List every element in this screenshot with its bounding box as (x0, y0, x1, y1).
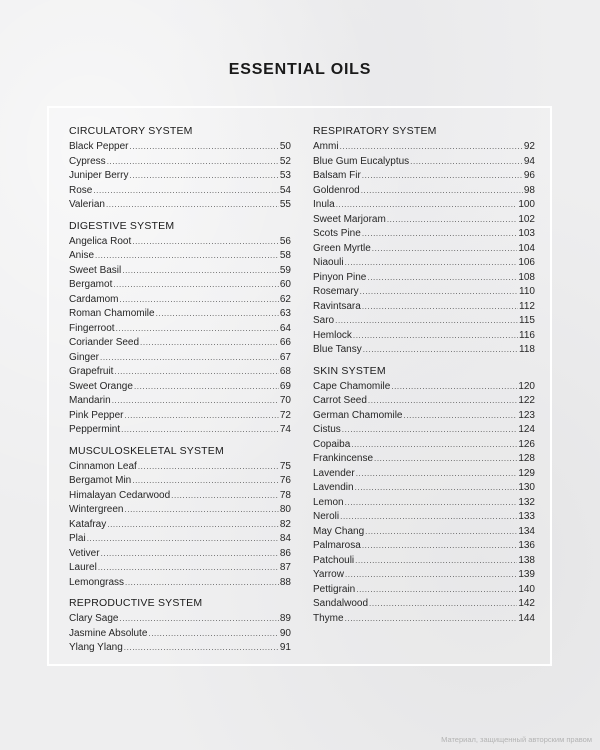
page-number: 124 (518, 424, 535, 435)
dot-leader (362, 169, 523, 184)
dot-leader (355, 554, 517, 569)
toc-entry (313, 314, 535, 329)
page-number: 50 (279, 141, 291, 152)
dot-leader (356, 583, 517, 598)
dot-leader (361, 184, 523, 199)
dot-leader (351, 438, 517, 453)
dot-leader (362, 227, 518, 242)
toc-entry (69, 532, 291, 547)
dot-leader (122, 264, 279, 279)
page-number: 68 (279, 366, 291, 377)
section-heading: CIRCULATORY SYSTEM (69, 125, 193, 137)
section-heading: REPRODUCTIVE SYSTEM (69, 597, 203, 609)
page-number: 102 (518, 213, 535, 225)
page-number: 78 (279, 489, 291, 501)
right-column (313, 124, 535, 632)
toc-entry (69, 503, 291, 518)
page-number: 52 (279, 155, 291, 167)
page-number: 53 (279, 170, 291, 181)
oil-name: Copaiba (313, 438, 351, 450)
oil-name: Wintergreen (69, 504, 124, 515)
oil-name: Angelica Root (69, 235, 132, 247)
oil-name: Inula (313, 199, 335, 210)
oil-name: Saro (313, 315, 335, 326)
page-number: 132 (518, 496, 535, 508)
toc-entry (313, 409, 535, 424)
dot-leader (362, 300, 518, 315)
toc-entry (69, 235, 291, 250)
page-number: 133 (518, 511, 535, 522)
page-number: 74 (279, 424, 291, 435)
toc-entry (69, 307, 291, 322)
dot-leader (335, 314, 518, 329)
oil-name: Sweet Basil (69, 264, 122, 276)
dot-leader (403, 409, 517, 424)
oil-name: Fingerroot (69, 322, 115, 334)
toc-entry (313, 539, 535, 554)
toc-entry (69, 380, 291, 395)
dot-leader (391, 380, 517, 395)
page-number: 104 (518, 242, 535, 254)
dot-leader (93, 184, 279, 199)
toc-entry (313, 612, 535, 627)
dot-leader (410, 155, 523, 170)
oil-name: May Chang (313, 525, 365, 537)
oil-name: Jasmine Absolute (69, 627, 148, 639)
oil-name: Lavendin (313, 482, 354, 493)
oil-name: Roman Chamomile (69, 308, 155, 319)
page-number: 122 (518, 395, 535, 406)
page-number: 84 (279, 533, 291, 544)
dot-leader (340, 140, 523, 155)
oil-name: Sandalwood (313, 598, 369, 609)
oil-name: Blue Tansy (313, 344, 362, 355)
dot-leader (345, 612, 518, 627)
page-number: 66 (279, 337, 291, 348)
dot-leader (156, 307, 279, 322)
oil-name: German Chamomile (313, 409, 403, 421)
page-number: 80 (279, 504, 291, 515)
dot-leader (107, 518, 279, 533)
toc-entry (313, 285, 535, 300)
toc-entry (69, 460, 291, 475)
dot-leader (353, 329, 518, 344)
oil-name: Plai (69, 533, 86, 544)
oil-name: Pinyon Pine (313, 271, 367, 283)
page-number: 116 (519, 329, 535, 341)
toc-entry (313, 169, 535, 184)
toc-entry (69, 249, 291, 264)
page-number: 69 (279, 380, 291, 392)
toc-section (69, 444, 291, 591)
toc-entry (313, 438, 535, 453)
dot-leader (355, 481, 518, 496)
page-number: 108 (518, 271, 535, 283)
toc-entry (313, 525, 535, 540)
oil-name: Scots Pine (313, 228, 361, 239)
toc-section (313, 124, 535, 358)
dot-leader (95, 249, 279, 264)
oil-name: Bergamot (69, 279, 113, 290)
toc-entry (69, 293, 291, 308)
dot-leader (360, 285, 518, 300)
oil-name: Laurel (69, 562, 97, 573)
oil-name: Pink Pepper (69, 409, 124, 421)
dot-leader (107, 155, 279, 170)
dot-leader (134, 380, 279, 395)
toc-entry (313, 184, 535, 199)
oil-name: Blue Gum Eucalyptus (313, 155, 410, 167)
page-number: 60 (279, 279, 291, 290)
page-number: 89 (279, 613, 291, 624)
oil-name: Cypress (69, 155, 106, 167)
toc-section (69, 219, 291, 438)
page-number: 118 (519, 344, 535, 355)
oil-name: Vetiver (69, 547, 100, 559)
page-number: 142 (518, 598, 535, 609)
toc-entry (69, 641, 291, 656)
toc-entry (69, 423, 291, 438)
toc-entry (69, 140, 291, 155)
dot-leader (114, 365, 278, 380)
oil-name: Cinnamon Leaf (69, 460, 137, 472)
toc-entry (69, 278, 291, 293)
dot-leader (138, 460, 279, 475)
oil-name: Green Myrtle (313, 242, 371, 254)
page-number: 123 (518, 409, 535, 421)
oil-name: Coriander Seed (69, 337, 140, 348)
page-number: 126 (518, 438, 535, 450)
page-number: 56 (279, 235, 291, 247)
page-number: 100 (518, 199, 535, 210)
dot-leader (363, 343, 518, 358)
toc-entry (69, 155, 291, 170)
toc-entry (313, 467, 535, 482)
toc-entry (313, 242, 535, 257)
oil-name: Rose (69, 184, 93, 196)
oil-name: Ginger (69, 351, 100, 363)
toc-entry (313, 198, 535, 213)
toc-entry (313, 329, 535, 344)
page-number: 59 (279, 264, 291, 276)
oil-name: Katafray (69, 518, 107, 530)
oil-name: Sweet Orange (69, 380, 133, 392)
dot-leader (116, 322, 279, 337)
oil-name: Ylang Ylang (69, 642, 123, 653)
dot-leader (140, 336, 279, 351)
oil-name: Ravintsara (313, 300, 361, 312)
dot-leader (148, 627, 278, 642)
page-number: 88 (279, 576, 291, 588)
toc-entry (69, 561, 291, 576)
page-number: 87 (279, 562, 291, 573)
oil-name: Grapefruit (69, 366, 114, 377)
toc-entry (313, 423, 535, 438)
page-number: 92 (523, 141, 535, 152)
page-number: 94 (523, 155, 535, 167)
page-number: 70 (279, 395, 291, 406)
page-number: 90 (279, 627, 291, 639)
oil-name: Valerian (69, 199, 105, 210)
page-number: 75 (279, 460, 291, 472)
oil-name: Mandarin (69, 395, 111, 406)
page-number: 139 (518, 569, 535, 580)
toc-entry (313, 510, 535, 525)
page-number: 67 (279, 351, 291, 363)
dot-leader (356, 467, 518, 482)
page-number: 63 (279, 308, 291, 319)
page-number: 112 (519, 300, 535, 312)
oil-name: Clary Sage (69, 613, 119, 624)
page-title: ESSENTIAL OILS (228, 61, 372, 78)
oil-name: Goldenrod (313, 184, 360, 196)
toc-entry (69, 322, 291, 337)
page-number: 58 (279, 250, 291, 261)
dot-leader (369, 597, 517, 612)
page-number: 120 (518, 380, 535, 392)
toc-entry (313, 227, 535, 242)
page-number: 62 (279, 293, 291, 305)
toc-entry (69, 336, 291, 351)
section-heading: DIGESTIVE SYSTEM (69, 219, 175, 232)
toc-section (69, 124, 291, 213)
section-heading: RESPIRATORY SYSTEM (313, 125, 437, 137)
dot-leader (342, 423, 518, 438)
page-number: 106 (518, 257, 535, 268)
oil-name: Himalayan Cedarwood (69, 489, 171, 501)
oil-name: Niaouli (313, 257, 344, 268)
dot-leader (362, 539, 518, 554)
dot-leader (112, 394, 279, 409)
oil-name: Lemon (313, 496, 344, 508)
toc-entry (313, 568, 535, 583)
page-number: 98 (523, 184, 535, 196)
oil-name: Palmarosa (313, 540, 361, 551)
oil-name: Sweet Marjoram (313, 213, 386, 225)
toc-entry (313, 481, 535, 496)
toc-section (69, 596, 291, 656)
toc-entry (69, 394, 291, 409)
dot-leader (125, 576, 279, 591)
toc-entry (69, 198, 291, 213)
dot-leader (98, 561, 279, 576)
dot-leader (124, 641, 279, 656)
oil-name: Lavender (313, 467, 355, 479)
toc-entry (313, 394, 535, 409)
page-number: 103 (518, 228, 535, 239)
contents-frame (47, 106, 552, 666)
toc-entry (69, 547, 291, 562)
toc-section (313, 364, 535, 627)
toc-entry (69, 351, 291, 366)
dot-leader (336, 198, 518, 213)
toc-entry (69, 184, 291, 199)
dot-leader (129, 140, 278, 155)
dot-leader (124, 409, 278, 424)
toc-entry (313, 213, 535, 228)
page-number: 129 (518, 467, 535, 479)
dot-leader (129, 169, 278, 184)
oil-name: Pettigrain (313, 583, 356, 595)
dot-leader (87, 532, 279, 547)
copyright-watermark: Материал, защищенный авторским правом (441, 735, 592, 744)
toc-entry (313, 554, 535, 569)
section-heading: MUSCULOSKELETAL SYSTEM (69, 444, 224, 457)
dot-leader (132, 235, 279, 250)
dot-leader (368, 394, 517, 409)
page-number: 91 (279, 642, 291, 653)
page-number: 96 (523, 170, 535, 181)
oil-name: Frankincense (313, 453, 374, 464)
toc-entry (313, 597, 535, 612)
dot-leader (113, 278, 279, 293)
oil-name: Patchouli (313, 554, 355, 566)
oil-name: Thyme (313, 612, 344, 624)
dot-leader (121, 423, 279, 438)
dot-leader (124, 503, 278, 518)
toc-entry (69, 576, 291, 591)
toc-entry (313, 496, 535, 511)
oil-name: Juniper Berry (69, 170, 129, 181)
page-number: 54 (279, 184, 291, 196)
toc-entry (313, 452, 535, 467)
oil-name: Cardamom (69, 293, 119, 305)
page-number: 86 (279, 547, 291, 559)
toc-entry (69, 409, 291, 424)
dot-leader (367, 271, 517, 286)
dot-leader (345, 256, 518, 271)
toc-entry (69, 264, 291, 279)
dot-leader (132, 474, 279, 489)
oil-name: Cistus (313, 424, 341, 435)
oil-name: Cape Chamomile (313, 380, 391, 392)
toc-entry (313, 155, 535, 170)
page-number: 130 (518, 482, 535, 493)
oil-name: Black Pepper (69, 141, 129, 152)
dot-leader (374, 452, 517, 467)
toc-entry (313, 380, 535, 395)
oil-name: Bergamot Min (69, 475, 132, 486)
page-number: 134 (518, 525, 535, 537)
page-number: 76 (279, 475, 291, 486)
dot-leader (345, 568, 517, 583)
dot-leader (101, 547, 279, 562)
toc-entry (313, 343, 535, 358)
toc-entry (69, 627, 291, 642)
toc-entry (69, 518, 291, 533)
oil-name: Peppermint (69, 424, 121, 435)
page-number: 144 (518, 612, 535, 624)
oil-name: Anise (69, 250, 95, 261)
oil-name: Hemlock (313, 329, 352, 341)
oil-name: Carrot Seed (313, 395, 367, 406)
left-column (69, 124, 291, 662)
page-number: 128 (518, 453, 535, 464)
page-number: 138 (518, 554, 535, 566)
page-number: 140 (518, 583, 535, 595)
toc-entry (313, 583, 535, 598)
dot-leader (119, 612, 278, 627)
page-number: 55 (279, 199, 291, 210)
oil-name: Rosemary (313, 286, 359, 297)
page-number: 136 (518, 540, 535, 551)
page-number: 72 (279, 409, 291, 421)
oil-name: Yarrow (313, 569, 344, 580)
oil-name: Neroli (313, 511, 340, 522)
page-number: 110 (519, 286, 535, 297)
toc-entry (313, 300, 535, 315)
oil-name: Lemongrass (69, 576, 125, 588)
toc-entry (69, 474, 291, 489)
toc-entry (69, 489, 291, 504)
toc-entry (313, 256, 535, 271)
dot-leader (345, 496, 518, 511)
dot-leader (365, 525, 517, 540)
dot-leader (387, 213, 518, 228)
page-number: 82 (279, 518, 291, 530)
dot-leader (340, 510, 517, 525)
toc-entry (313, 271, 535, 286)
toc-entry (69, 169, 291, 184)
toc-entry (69, 612, 291, 627)
dot-leader (100, 351, 279, 366)
page-number: 64 (279, 322, 291, 334)
toc-entry (69, 365, 291, 380)
oil-name: Ammi (313, 141, 339, 152)
dot-leader (171, 489, 279, 504)
dot-leader (372, 242, 518, 257)
page-number: 115 (519, 315, 535, 326)
toc-entry (313, 140, 535, 155)
section-heading: SKIN SYSTEM (313, 364, 386, 377)
oil-name: Balsam Fir (313, 170, 361, 181)
dot-leader (106, 198, 279, 213)
dot-leader (119, 293, 278, 308)
